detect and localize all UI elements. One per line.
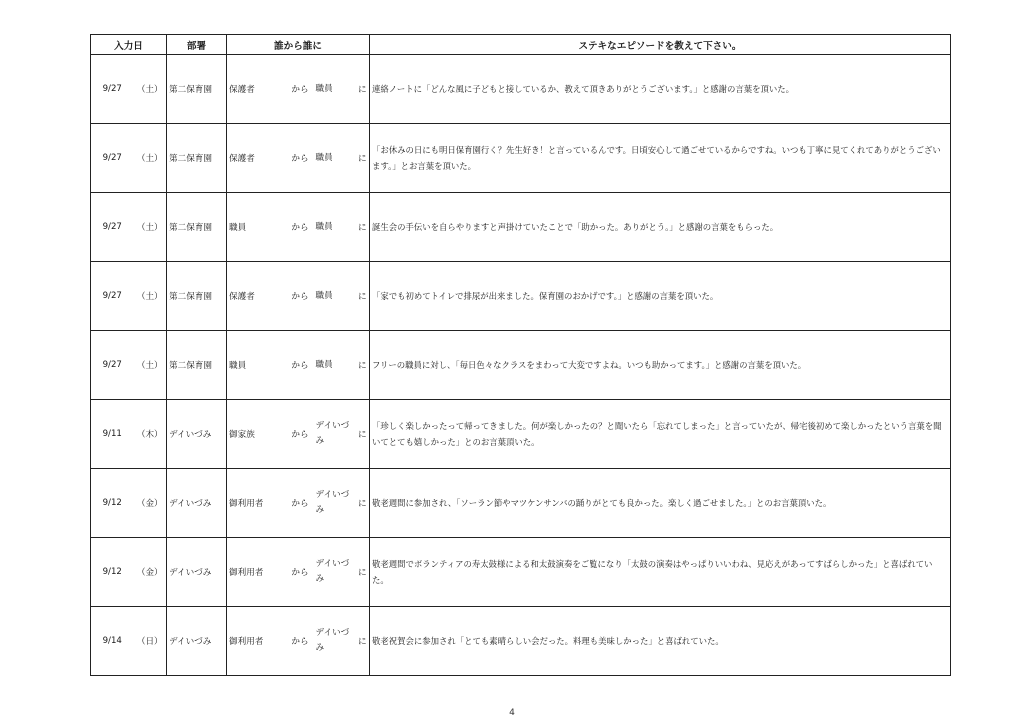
row-ni: に (356, 331, 370, 400)
row-ni: に (356, 124, 370, 193)
row-kara: から (287, 55, 314, 124)
row-kara: から (287, 331, 314, 400)
row-from: 保護者 (227, 124, 287, 193)
row-day: （土） (134, 193, 167, 262)
row-episode: 「珍しく楽しかったって帰ってきました。何が楽しかったの？と聞いたら「忘れてしまった」と言っていたが、帰宅後初めて楽しかったという言葉を聞いてとても嬉しかった」とのお言葉頂いた。 (370, 400, 951, 469)
row-date: 9/11 (91, 400, 134, 469)
table-row (91, 124, 951, 193)
row-kara: から (287, 124, 314, 193)
header-dept: 部署 (167, 35, 227, 55)
row-to: 職員 (314, 55, 356, 124)
row-kara: から (287, 262, 314, 331)
header-episode: ステキなエピソードを教えて下さい。 (370, 35, 951, 55)
row-episode: フリーの職員に対し、「毎日色々なクラスをまわって大変ですよね。いつも助かってます。」と感謝の言葉を頂いた。 (370, 331, 951, 400)
row-kara: から (287, 538, 314, 607)
row-ni: に (356, 538, 370, 607)
row-from: 御利用者 (227, 538, 287, 607)
row-kara: から (287, 193, 314, 262)
row-episode: 敬老週間でボランティアの寿太鼓様による和太鼓演奏をご覧になり「太鼓の演奏はやっぱりいいわね、見応えがあってすばらしかった」と喜ばれていた。 (370, 538, 951, 607)
episode-table (90, 34, 951, 676)
row-dept: デイいづみ (167, 538, 227, 607)
row-from: 御利用者 (227, 469, 287, 538)
row-date: 9/14 (91, 607, 134, 676)
row-date: 9/27 (91, 55, 134, 124)
row-kara: から (287, 469, 314, 538)
row-kara: から (287, 400, 314, 469)
table-row (91, 193, 951, 262)
row-day: （日） (134, 607, 167, 676)
row-dept: 第二保育園 (167, 193, 227, 262)
page-number: 4 (509, 708, 515, 718)
row-episode: 敬老祝賀会に参加され「とても素晴らしい会だった。料理も美味しかった」と喜ばれていた。 (370, 607, 951, 676)
table-row (91, 331, 951, 400)
table-row (91, 538, 951, 607)
row-from: 御利用者 (227, 607, 287, 676)
row-dept: 第二保育園 (167, 331, 227, 400)
row-episode: 「お休みの日にも明日保育園行く？先生好き！と言っているんです。日頃安心して過ごせているからですね。いつも丁寧に見てくれてありがとうございます。」とお言葉を頂いた。 (370, 124, 951, 193)
header-date: 入力日 (91, 35, 167, 55)
row-ni: に (356, 193, 370, 262)
header-row (91, 35, 951, 55)
row-kara: から (287, 607, 314, 676)
row-ni: に (356, 55, 370, 124)
row-to: デイいづみ (314, 607, 356, 676)
row-date: 9/27 (91, 193, 134, 262)
row-date: 9/27 (91, 262, 134, 331)
row-episode: 誕生会の手伝いを自らやりますと声掛けていたことで「助かった。ありがとう。」と感謝の言葉をもらった。 (370, 193, 951, 262)
row-dept: デイいづみ (167, 469, 227, 538)
row-ni: に (356, 400, 370, 469)
row-from: 保護者 (227, 55, 287, 124)
row-day: （金） (134, 469, 167, 538)
row-day: （木） (134, 400, 167, 469)
row-ni: に (356, 469, 370, 538)
row-day: （土） (134, 124, 167, 193)
row-to: 職員 (314, 193, 356, 262)
table-row (91, 607, 951, 676)
row-from: 保護者 (227, 262, 287, 331)
row-to: デイいづみ (314, 469, 356, 538)
row-ni: に (356, 607, 370, 676)
row-to: デイいづみ (314, 538, 356, 607)
row-dept: 第二保育園 (167, 124, 227, 193)
header-who: 誰から誰に (227, 35, 370, 55)
row-dept: デイいづみ (167, 607, 227, 676)
row-episode: 連絡ノートに「どんな風に子どもと接しているか、教えて頂きありがとうございます。」と感謝の言葉を頂いた。 (370, 55, 951, 124)
row-ni: に (356, 262, 370, 331)
row-to: デイいづみ (314, 400, 356, 469)
row-to: 職員 (314, 262, 356, 331)
row-dept: デイいづみ (167, 400, 227, 469)
table-row (91, 400, 951, 469)
row-date: 9/12 (91, 469, 134, 538)
row-to: 職員 (314, 124, 356, 193)
table-row (91, 469, 951, 538)
row-date: 9/27 (91, 331, 134, 400)
table-row (91, 55, 951, 124)
row-date: 9/27 (91, 124, 134, 193)
row-from: 職員 (227, 331, 287, 400)
row-day: （土） (134, 55, 167, 124)
row-to: 職員 (314, 331, 356, 400)
row-from: 職員 (227, 193, 287, 262)
row-day: （土） (134, 331, 167, 400)
row-episode: 敬老週間に参加され、「ソーラン節やマツケンサンバの踊りがとても良かった。楽しく過ごせました。」とのお言葉頂いた。 (370, 469, 951, 538)
row-dept: 第二保育園 (167, 55, 227, 124)
row-date: 9/12 (91, 538, 134, 607)
table-row (91, 262, 951, 331)
row-episode: 「家でも初めてトイレで排尿が出来ました。保育園のおかげです。」と感謝の言葉を頂いた。 (370, 262, 951, 331)
row-day: （金） (134, 538, 167, 607)
row-day: （土） (134, 262, 167, 331)
row-from: 御家族 (227, 400, 287, 469)
row-dept: 第二保育園 (167, 262, 227, 331)
